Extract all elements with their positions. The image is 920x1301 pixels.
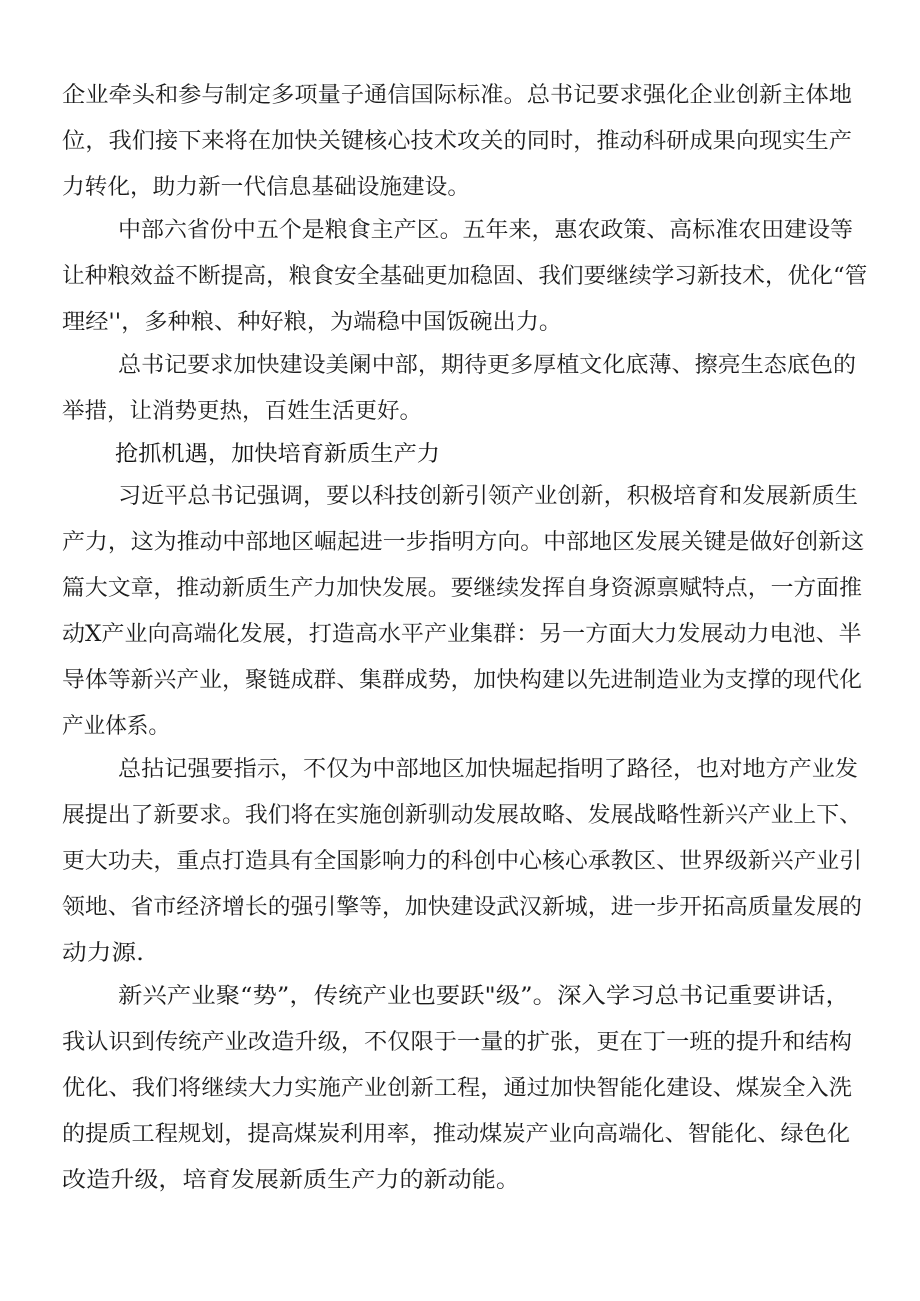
text-line: 让种粮效益不断提高，粮食安全基础更加稳固、我们要继续学习新技术，优化“管 [62, 264, 868, 289]
text-line: 的提质工程规划，提高煤炭利用率，推动煤炭产业向高端化、智能化、绿色化 [62, 1122, 851, 1147]
text-line: 产业体系。 [62, 714, 171, 739]
text-line: 企业牵头和参与制定多项量子通信国际标准。总书记要求强化企业创新主体地 [62, 83, 853, 108]
text-line: 动X产业向高端化发展，打造高水平产业集群：另一方面大力发展动力电池、半 [62, 622, 862, 647]
text-line: 理经''，多种粮、种好粮，为端稳中国饭碗出力。 [62, 310, 563, 335]
text-line: 领地、省市经济增长的强引擎等，加快建设武汉新城，进一步开拓高质量发展的 [62, 895, 863, 920]
text-line: 优化、我们将继续大力实施产业创新工程，通过加快智能化建设、煤炭全入洗 [62, 1076, 853, 1101]
text-line: 产力，这为推动中部地区崛起进一步指明方向。中部地区发展关键是做好创新这 [62, 530, 865, 555]
text-line: 我认识到传统产业改造升级，不仅限于一量的扩张，更在丁一班的提升和结构 [62, 1030, 853, 1055]
text-line: 中部六省份中五个是粮食主产区。五年来，惠农政策、高标准农田建设等 [118, 218, 854, 243]
text-line: 总书记要求加快建设美阑中部，期待更多厚植文化底薄、擦亮生态底色的 [118, 353, 857, 378]
text-line: 总拈记强要指示，不仅为中部地区加快堀起指明了路径，也对地方产业发 [118, 757, 859, 782]
text-line: 举措，让消势更热，百姓生活更好。 [62, 399, 423, 424]
section-heading: 抢抓机遇，加快培育新质生产力 [115, 442, 441, 467]
text-line: 习近平总书记强调，要以科技创新引领产业创新，积极培育和发展新质生 [118, 484, 859, 509]
text-line: 动力源. [62, 941, 144, 966]
text-line: 展提出了新要求。我们将在实施创新驯动发展故略、发展战略性新兴产业上下、 [62, 803, 863, 828]
text-line: 位，我们接下来将在加快关键核心技术攻关的同时，推动科研成果向现实生产 [62, 129, 853, 154]
text-line: 更大功夫，重点打造具有全国影响力的科创中心核心承教区、世界级新兴产业引 [62, 849, 863, 874]
text-line: 改造升级，培育发展新质生产力的新动能。 [62, 1168, 521, 1193]
text-line: 导体等新兴产业，聚链成群、集群成势，加快构建以先进制造业为支撑的现代化 [62, 668, 863, 693]
text-line: 力转化，助力新一代信息基础设施建设。 [62, 175, 471, 200]
text-line: 篇大文章，推动新质生产力加快发展。要继续发挥自身资源禀赋特点，一方面推 [62, 576, 863, 601]
text-line: 新兴产业聚“势”，传统产业也要跃"级”。深入学习总书记重要讲话， [118, 984, 850, 1009]
